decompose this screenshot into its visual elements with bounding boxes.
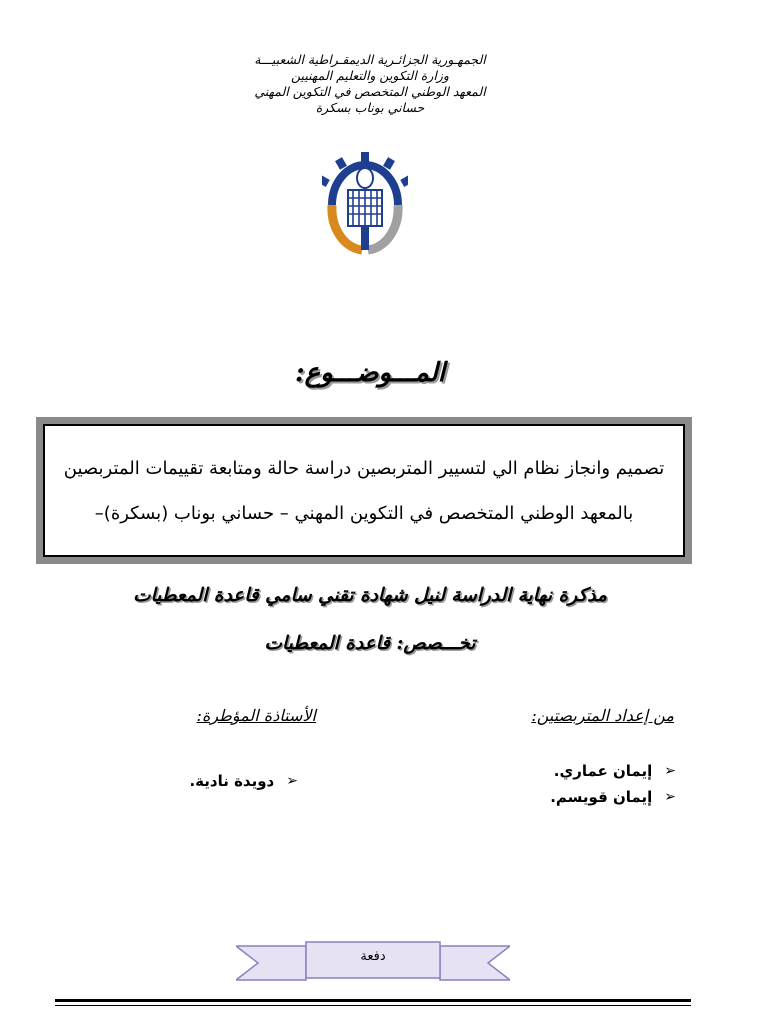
- student-entry: [550, 788, 676, 806]
- specialty-line: تخـــصص: قاعدة المعطيات: [264, 633, 476, 654]
- student-name: إيمان قويسم.: [550, 788, 653, 806]
- arrow-bullet-icon: ➢: [286, 773, 298, 789]
- title-frame: [36, 417, 692, 564]
- supervisor-entry: [189, 772, 298, 790]
- supervisor-name: دويدة نادية.: [189, 772, 275, 790]
- republic-line: الجمهـورية الجزائـرية الديمقـراطية الشعبيـــة: [254, 52, 486, 67]
- title-line-2: بالمعهد الوطني المتخصص في التكوين المهني – حساني بوناب (بسكرة)–: [94, 502, 634, 524]
- ministry-line: وزارة التكوين والتعليم المهنيين: [291, 68, 449, 83]
- memo-description: مذكرة نهاية الدراسة لنيل شهادة تقني سامي قاعدة المعطيات: [133, 585, 607, 606]
- cohort-label: دفعة: [360, 949, 386, 964]
- subject-heading: المـــوضـــوع:: [295, 358, 445, 388]
- title-line-1: تصميم وانجاز نظام الي لتسيير المتربصين دراسة حالة ومتابعة تقييمات المتربصين: [63, 457, 665, 479]
- institution-header: [0, 52, 740, 116]
- student-name: إيمان عماري.: [553, 762, 653, 780]
- arrow-bullet-icon: ➢: [664, 763, 676, 779]
- supervisor-label: الأستاذة المؤطرة:: [196, 706, 316, 725]
- city-line: حساني بوناب بسكرة: [315, 100, 425, 115]
- student-entry: [554, 762, 676, 780]
- bottom-rule-thick: [55, 999, 691, 1002]
- arrow-bullet-icon: ➢: [664, 789, 676, 805]
- title-box: [43, 424, 685, 557]
- institute-line: المعهد الوطني المتخصص في التكوين المهني: [254, 84, 486, 99]
- institute-logo-icon: [322, 150, 408, 260]
- students-label: من إعداد المتربصتين:: [531, 706, 674, 725]
- bottom-rule-thin: [55, 1005, 691, 1006]
